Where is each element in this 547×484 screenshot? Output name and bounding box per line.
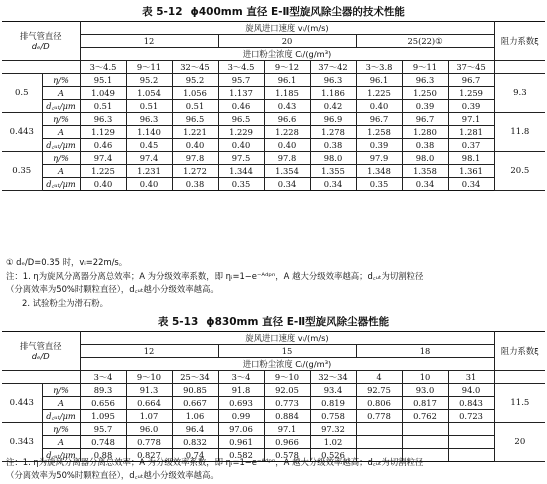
table-row: [2, 139, 545, 152]
table-row: [2, 423, 545, 436]
value-cell: 96.6: [264, 113, 310, 126]
value-cell: 0.656: [80, 397, 126, 410]
table-row: [2, 87, 545, 100]
value-cell: 96.9: [310, 113, 356, 126]
value-cell: 0.46: [80, 139, 126, 152]
value-cell: 96.3: [80, 113, 126, 126]
value-cell: 96.1: [264, 74, 310, 87]
value-cell: 0.37: [448, 139, 494, 152]
diameter-ratio-cell: 0.443: [2, 113, 42, 152]
quantity-label-cell: η/%: [42, 152, 80, 165]
table-row: [2, 384, 545, 397]
value-cell: 1.221: [172, 126, 218, 139]
quantity-label-cell: d꜀ᵤₜ/μm: [42, 100, 80, 113]
value-cell: 96.7: [448, 74, 494, 87]
value-cell: 0.34: [402, 178, 448, 191]
table-row: [2, 165, 545, 178]
blank-cell: [2, 61, 80, 74]
conc-cell: 3～4: [218, 371, 264, 384]
table1-number: 表 5-12: [142, 6, 183, 18]
value-cell: 1.02: [310, 436, 356, 449]
value-cell: 0.843: [448, 397, 494, 410]
table-row: [2, 100, 545, 113]
blank-cell: [494, 61, 545, 74]
conc-cell: 9～10: [126, 371, 172, 384]
value-cell: 0.38: [310, 139, 356, 152]
value-cell: 96.7: [356, 113, 402, 126]
conc-cell: 3～4: [80, 371, 126, 384]
value-cell: 0.40: [80, 178, 126, 191]
value-cell: 0.748: [80, 436, 126, 449]
value-cell: 94.0: [448, 384, 494, 397]
value-cell: 96.3: [310, 74, 356, 87]
value-cell: 0.42: [310, 100, 356, 113]
value-cell: 0.961: [218, 436, 264, 449]
value-cell: 91.3: [126, 384, 172, 397]
value-cell: 0.34: [448, 178, 494, 191]
value-cell: 0.51: [172, 100, 218, 113]
quantity-label-cell: d꜀ᵤₜ/μm: [42, 410, 80, 423]
value-cell: 0.39: [402, 100, 448, 113]
value-cell: 0.99: [218, 410, 264, 423]
value-cell: 1.140: [126, 126, 172, 139]
conc-cell: 10: [402, 371, 448, 384]
quantity-label-cell: A: [42, 397, 80, 410]
value-cell: 1.231: [126, 165, 172, 178]
value-cell: 97.8: [264, 152, 310, 165]
resistance-coefficient-header: 阻力系数ξ: [494, 332, 545, 371]
value-cell: 95.1: [80, 74, 126, 87]
value-cell: 98.0: [310, 152, 356, 165]
value-cell: 0.51: [126, 100, 172, 113]
pipe-diameter-symbol: dₑ/D: [31, 351, 50, 361]
value-cell: 0.40: [172, 139, 218, 152]
value-cell: [402, 436, 448, 449]
value-cell: 0.758: [310, 410, 356, 423]
quantity-label-cell: A: [42, 436, 80, 449]
speed-group: 25(22)①: [356, 35, 494, 48]
value-cell: 97.1: [264, 423, 310, 436]
value-cell: 0.35: [356, 178, 402, 191]
conc-cell: 37～42: [310, 61, 356, 74]
value-cell: 0.88: [80, 449, 126, 462]
quantity-label-cell: d꜀ᵤₜ/μm: [42, 449, 80, 462]
conc-cell: 9～10: [264, 371, 310, 384]
value-cell: 97.9: [356, 152, 402, 165]
value-cell: 96.3: [126, 113, 172, 126]
conc-cell: 3～4.5: [80, 61, 126, 74]
value-cell: 0.38: [172, 178, 218, 191]
table1: [2, 21, 545, 191]
resistance-coefficient-cell: 9.3: [494, 74, 545, 113]
value-cell: 1.280: [402, 126, 448, 139]
value-cell: 1.137: [218, 87, 264, 100]
inlet-concentration-header: 进口粉尘浓度 Cᵢ/(g/m³): [80, 48, 494, 61]
conc-cell: 32～45: [172, 61, 218, 74]
conc-cell: 4: [356, 371, 402, 384]
table-row: [2, 436, 545, 449]
value-cell: 0.582: [218, 449, 264, 462]
value-cell: 1.272: [172, 165, 218, 178]
value-cell: 0.40: [264, 139, 310, 152]
value-cell: 1.225: [356, 87, 402, 100]
value-cell: 0.34: [264, 178, 310, 191]
value-cell: 98.0: [402, 152, 448, 165]
value-cell: 0.778: [126, 436, 172, 449]
pipe-diameter-symbol: dₑ/D: [31, 41, 50, 51]
table2-note-1-cont: （分离效率为50%时颗粒直径），d꜀ᵤₜ越小分级效率越高。: [6, 470, 219, 480]
value-cell: 97.32: [310, 423, 356, 436]
value-cell: 0.806: [356, 397, 402, 410]
value-cell: 95.2: [172, 74, 218, 87]
value-cell: 0.667: [172, 397, 218, 410]
value-cell: 1.258: [356, 126, 402, 139]
value-cell: 0.74: [172, 449, 218, 462]
value-cell: 1.281: [448, 126, 494, 139]
table-row: [2, 178, 545, 191]
value-cell: 1.056: [172, 87, 218, 100]
value-cell: 93.4: [310, 384, 356, 397]
table2-note-1: 注：1. η为旋风分离器分离总效率；A 为分级效率系数，即 ηᵢ=1−e⁻ᴬᵈᵖⁿ，A 越大分级效率越高；d꜀ᵤₜ为切割粒径: [6, 457, 424, 467]
value-cell: 0.778: [356, 410, 402, 423]
value-cell: 1.355: [310, 165, 356, 178]
value-cell: 0.45: [126, 139, 172, 152]
diameter-ratio-cell: 0.343: [2, 423, 42, 462]
concentration-row: [2, 371, 545, 384]
value-cell: 1.344: [218, 165, 264, 178]
value-cell: [356, 423, 402, 436]
diameter-ratio-cell: 0.443: [2, 384, 42, 423]
value-cell: 1.129: [80, 126, 126, 139]
inlet-speed-header: 旋风进口速度 vᵢ/(m/s): [80, 332, 494, 345]
value-cell: 1.185: [264, 87, 310, 100]
value-cell: 96.7: [402, 113, 448, 126]
speed-group: 12: [80, 345, 218, 358]
value-cell: 97.4: [80, 152, 126, 165]
value-cell: 0.773: [264, 397, 310, 410]
value-cell: 1.361: [448, 165, 494, 178]
resistance-coefficient-cell: 11.5: [494, 384, 545, 423]
value-cell: 1.225: [80, 165, 126, 178]
resistance-coefficient-header: 阻力系数ξ: [494, 22, 545, 61]
value-cell: 0.34: [310, 178, 356, 191]
value-cell: 96.4: [172, 423, 218, 436]
table1-note-2: 2. 试验粉尘为滑石粉。: [22, 298, 109, 308]
value-cell: 1.229: [218, 126, 264, 139]
table-row: [2, 74, 545, 87]
table-row: [2, 126, 545, 139]
value-cell: 0.40: [126, 178, 172, 191]
table1-caption: [0, 4, 547, 19]
blank-cell: [2, 371, 80, 384]
quantity-label-cell: A: [42, 87, 80, 100]
value-cell: 1.06: [172, 410, 218, 423]
value-cell: 95.7: [80, 423, 126, 436]
value-cell: [356, 436, 402, 449]
value-cell: 97.06: [218, 423, 264, 436]
table2-number: 表 5-13: [157, 316, 199, 328]
value-cell: 96.0: [126, 423, 172, 436]
value-cell: 1.259: [448, 87, 494, 100]
value-cell: 0.723: [448, 410, 494, 423]
resistance-coefficient-cell: 20.5: [494, 152, 545, 191]
resistance-coefficient-cell: 11.8: [494, 113, 545, 152]
value-cell: 1.049: [80, 87, 126, 100]
value-cell: 90.85: [172, 384, 218, 397]
table-row: [2, 113, 545, 126]
value-cell: 0.38: [402, 139, 448, 152]
value-cell: 0.884: [264, 410, 310, 423]
pipe-diameter-header: [2, 332, 80, 371]
quantity-label-cell: η/%: [42, 423, 80, 436]
value-cell: 96.5: [172, 113, 218, 126]
pipe-diameter-header: [2, 22, 80, 61]
value-cell: 0.819: [310, 397, 356, 410]
quantity-label-cell: d꜀ᵤₜ/μm: [42, 139, 80, 152]
value-cell: 89.3: [80, 384, 126, 397]
pipe-diameter-label: 排气管直径: [20, 340, 62, 351]
value-cell: 93.0: [402, 384, 448, 397]
value-cell: 1.278: [310, 126, 356, 139]
inlet-concentration-header: 进口粉尘浓度 Cᵢ/(g/m³): [80, 358, 494, 371]
value-cell: 96.3: [402, 74, 448, 87]
table-row: [2, 397, 545, 410]
quantity-label-cell: η/%: [42, 384, 80, 397]
value-cell: 0.40: [356, 100, 402, 113]
diameter-ratio-cell: 0.35: [2, 152, 42, 191]
value-cell: 1.07: [126, 410, 172, 423]
value-cell: 95.7: [218, 74, 264, 87]
value-cell: 0.693: [218, 397, 264, 410]
value-cell: 0.762: [402, 410, 448, 423]
value-cell: 0.966: [264, 436, 310, 449]
inlet-speed-header: 旋风进口速度 vᵢ/(m/s): [80, 22, 494, 35]
value-cell: 0.664: [126, 397, 172, 410]
value-cell: 96.5: [218, 113, 264, 126]
value-cell: 0.35: [218, 178, 264, 191]
value-cell: 95.2: [126, 74, 172, 87]
conc-cell: 3～3.8: [356, 61, 402, 74]
value-cell: 97.5: [218, 152, 264, 165]
speed-group: 18: [356, 345, 494, 358]
value-cell: 1.348: [356, 165, 402, 178]
value-cell: 97.1: [448, 113, 494, 126]
value-cell: 0.832: [172, 436, 218, 449]
conc-cell: 25～34: [172, 371, 218, 384]
table1-note-1-cont: （分离效率为50%时颗粒直径），d꜀ᵤₜ越小分级效率越高。: [6, 284, 219, 294]
table2-title: ϕ830mm 直径 E-Ⅱ型旋风除尘器性能: [206, 316, 390, 328]
value-cell: 0.578: [264, 449, 310, 462]
value-cell: 92.05: [264, 384, 310, 397]
value-cell: 0.39: [356, 139, 402, 152]
pipe-diameter-label: 排气管直径: [20, 30, 62, 41]
value-cell: 1.358: [402, 165, 448, 178]
value-cell: 92.75: [356, 384, 402, 397]
quantity-label-cell: η/%: [42, 113, 80, 126]
value-cell: [402, 423, 448, 436]
value-cell: 0.526: [310, 449, 356, 462]
value-cell: 1.250: [402, 87, 448, 100]
value-cell: 0.43: [264, 100, 310, 113]
value-cell: 0.39: [448, 100, 494, 113]
value-cell: 0.817: [402, 397, 448, 410]
speed-group: 20: [218, 35, 356, 48]
quantity-label-cell: A: [42, 165, 80, 178]
value-cell: 91.8: [218, 384, 264, 397]
table-row: [2, 410, 545, 423]
resistance-coefficient-cell: 20: [494, 423, 545, 462]
value-cell: [448, 423, 494, 436]
value-cell: 96.1: [356, 74, 402, 87]
value-cell: [448, 436, 494, 449]
value-cell: 1.054: [126, 87, 172, 100]
table2-caption: [0, 314, 547, 329]
concentration-row: [2, 61, 545, 74]
value-cell: 0.51: [80, 100, 126, 113]
quantity-label-cell: A: [42, 126, 80, 139]
value-cell: 97.8: [172, 152, 218, 165]
conc-cell: 9～12: [264, 61, 310, 74]
blank-cell: [494, 371, 545, 384]
quantity-label-cell: d꜀ᵤₜ/μm: [42, 178, 80, 191]
value-cell: 97.4: [126, 152, 172, 165]
conc-cell: 3～4.5: [218, 61, 264, 74]
table1-footnote: ① dₑ/D=0.35 时，vᵢ=22m/s。: [6, 257, 128, 267]
conc-cell: 32～34: [310, 371, 356, 384]
table1-title: ϕ400mm 直径 E-Ⅱ型旋风除尘器的技术性能: [190, 6, 405, 18]
value-cell: 1.095: [80, 410, 126, 423]
value-cell: 1.228: [264, 126, 310, 139]
conc-cell: 31: [448, 371, 494, 384]
quantity-label-cell: η/%: [42, 74, 80, 87]
value-cell: 1.354: [264, 165, 310, 178]
speed-group: 12: [80, 35, 218, 48]
conc-cell: 9～11: [126, 61, 172, 74]
value-cell: 98.1: [448, 152, 494, 165]
value-cell: 1.186: [310, 87, 356, 100]
speed-group: 15: [218, 345, 356, 358]
value-cell: 0.827: [126, 449, 172, 462]
conc-cell: 9～11: [402, 61, 448, 74]
conc-cell: 37～45: [448, 61, 494, 74]
table-row: [2, 152, 545, 165]
value-cell: 0.46: [218, 100, 264, 113]
value-cell: 0.40: [218, 139, 264, 152]
table1-note-1: 注：1. η为旋风分离器分离总效率；A 为分级效率系数，即 ηᵢ=1−e⁻ᴬᵈᵖⁿ，A 越大分级效率越高；d꜀ᵤₜ为切割粒径: [6, 271, 424, 281]
table2: [2, 331, 545, 462]
diameter-ratio-cell: 0.5: [2, 74, 42, 113]
